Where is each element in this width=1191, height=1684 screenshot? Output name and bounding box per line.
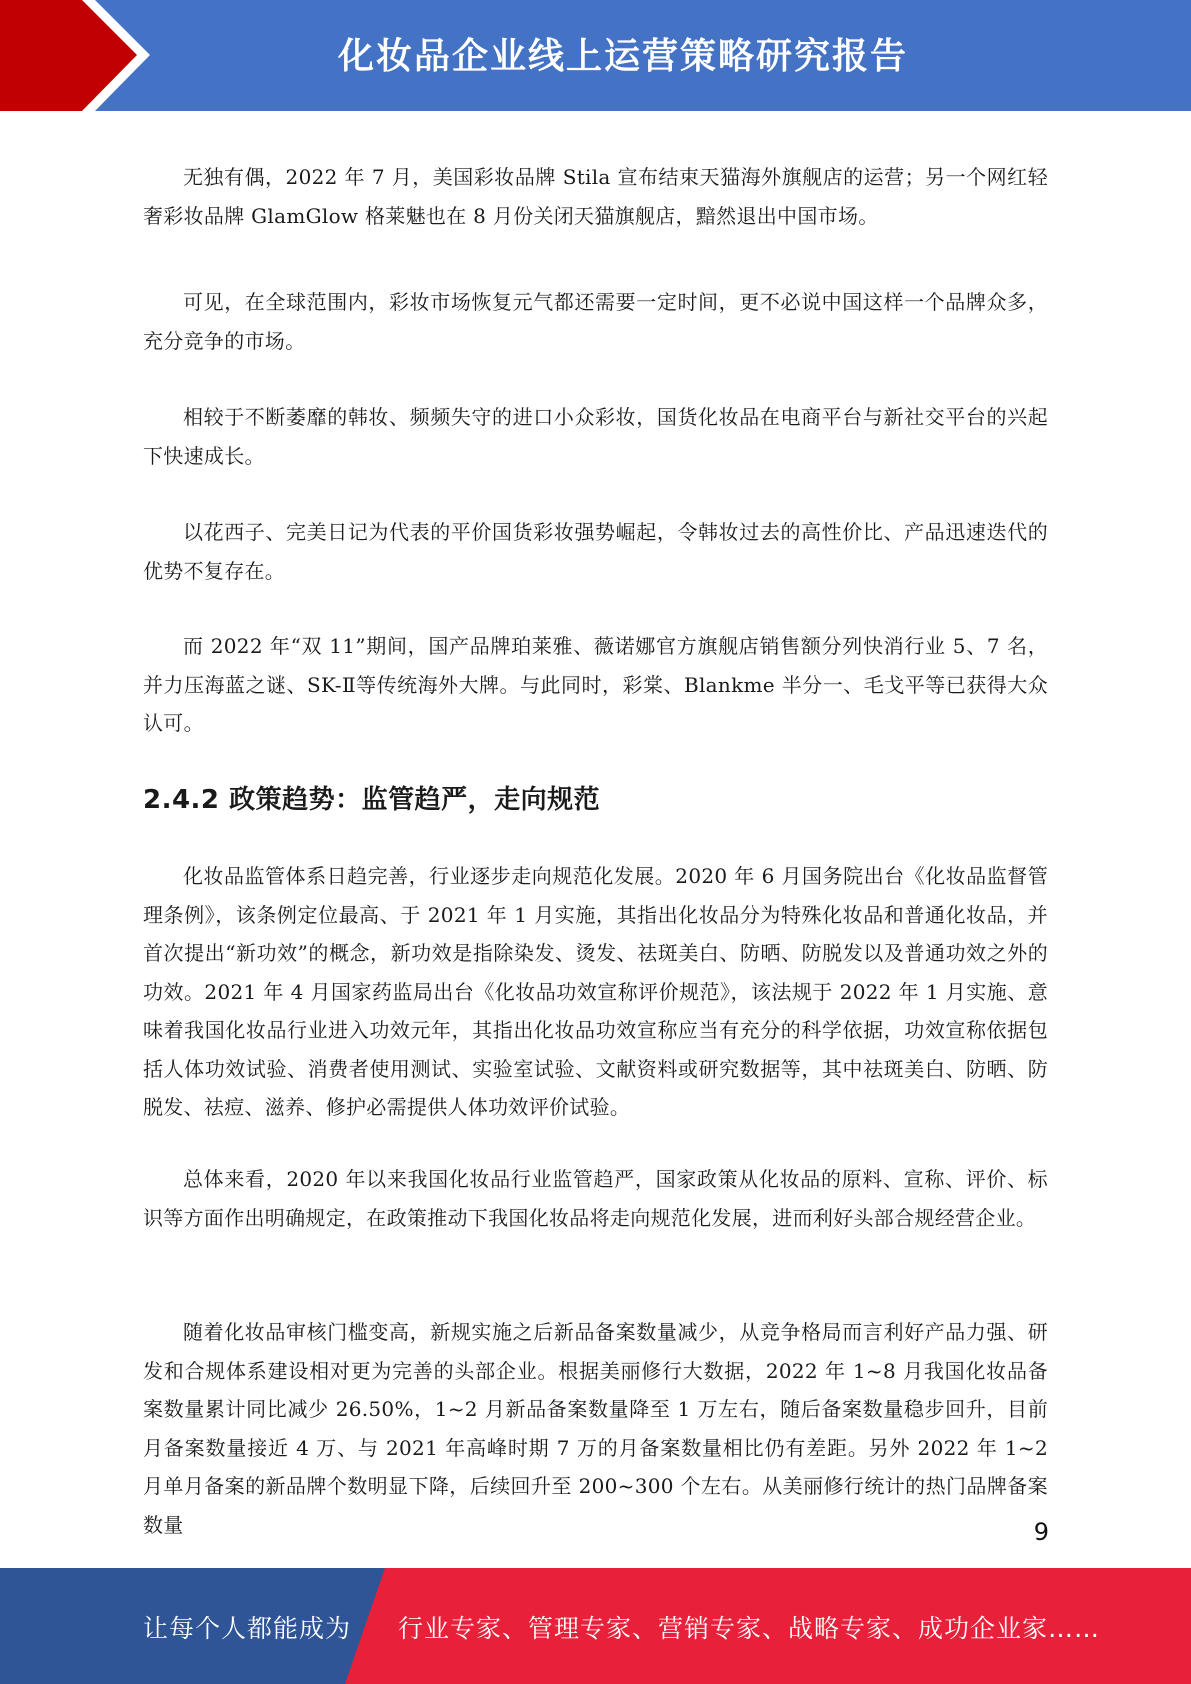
footer-slogan-right: 行业专家、管理专家、营销专家、战略专家、成功企业家…… — [398, 1614, 1101, 1643]
paragraph: 相较于不断萎靡的韩妆、频频失守的进口小众彩妆，国货化妆品在电商平台与新社交平台的兴起下快速成长。 — [143, 405, 1048, 468]
paragraph: 无独有偶，2022 年 7 月，美国彩妆品牌 Stila 宣布结束天猫海外旗舰店的运营；另一个网红轻奢彩妆品牌 GlamGlow 格莱魅也在 8 月份关闭天猫旗舰店，黯然退出中国市场。 — [143, 165, 1048, 228]
paragraph: 而 2022 年“双 11”期间，国产品牌珀莱雅、薇诺娜官方旗舰店销售额分列快消行业 5、7 名，并力压海蓝之谜、SK-Ⅱ等传统海外大牌。与此同时，彩棠、Blankme 半分一、毛戈平等已获得大众认可。 — [143, 634, 1048, 735]
report-title: 化妆品企业线上运营策略研究报告 — [338, 36, 909, 77]
page-number: 9 — [1033, 1518, 1049, 1546]
header-banner — [0, 0, 1191, 111]
paragraph: 总体来看，2020 年以来我国化妆品行业监管趋严，国家政策从化妆品的原料、宣称、评价、标识等方面作出明确规定，在政策推动下我国化妆品将走向规范化发展，进而利好头部合规经营企业。 — [143, 1167, 1048, 1230]
paragraph: 可见，在全球范围内，彩妆市场恢复元气都还需要一定时间，更不必说中国这样一个品牌众多，充分竞争的市场。 — [143, 290, 1048, 353]
paragraph: 化妆品监管体系日趋完善，行业逐步走向规范化发展。2020 年 6 月国务院出台《化妆品监督管理条例》，该条例定位最高、于 2021 年 1 月实施，其指出化妆品分为特殊化妆品和普通化妆品，并首次提出“新功效”的概念，新功效是指除染发、烫发、祛斑美白、防晒、防脱发以及普通功效之外的功效。2021 年 4 月国家药监局出台《化妆品功效宣称评价规范》，该法规于 2022 年 1 月实施、意味着我国化妆品行业进入功效元年，其指出化妆品功效宣称应当有充分的科学依据，功效宣称依据包括人体功效试验、消费者使用测试、实验室试验、文献资料或研究数据等，其中祛斑美白、防晒、防脱发、祛痘、滋养、修护必需提供人体功效评价试验。 — [143, 864, 1048, 1119]
section-heading: 2.4.2 政策趋势：监管趋严，走向规范 — [143, 785, 601, 815]
paragraph: 随着化妆品审核门槛变高，新规实施之后新品备案数量减少，从竞争格局而言利好产品力强、研发和合规体系建设相对更为完善的头部企业。根据美丽修行大数据，2022 年 1~8 月我国化妆品备案数量累计同比减少 26.50%，1~2 月新品备案数量降至 1 万左右，随后备案数量稳步回升，目前月备案数量接近 4 万、与 2021 年高峰时期 7 万的月备案数量相比仍有差距。另外 2022 年 1~2 月单月备案的新品牌个数明显下降，后续回升至 200~300 个左右。从美丽修行统计的热门品牌备案数量 — [143, 1320, 1048, 1537]
footer-banner — [0, 1568, 1191, 1684]
footer-slogan-left: 让每个人都能成为 — [143, 1614, 352, 1643]
paragraph: 以花西子、完美日记为代表的平价国货彩妆强势崛起，令韩妆过去的高性价比、产品迅速迭代的优势不复存在。 — [143, 520, 1048, 583]
